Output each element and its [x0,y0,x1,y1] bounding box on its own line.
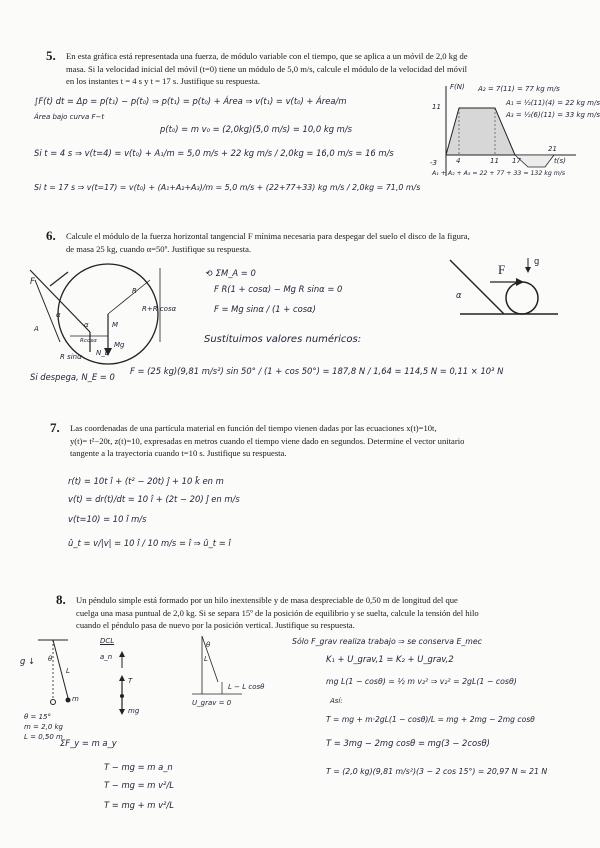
an-arrowhead [119,651,125,657]
p7-velocity-vector: v(t) = dr(t)/dt = 10 î + (2t − 20) ĵ en m/s [68,494,240,504]
p8-energy-equation: K₁ + U_grav,1 = K₂ + U_grav,2 [326,654,454,664]
p6-substitute: Sustituimos valores numéricos: [204,334,362,345]
label-theta: θ [206,641,211,649]
statement-line: tangente a la trayectoria cuando t=10 s. Justifique su respuesta. [70,448,287,459]
graph-x-tick-17: 17 [512,157,521,165]
pendulum-fbd [92,632,272,742]
figure-label-f: F [498,262,506,277]
graph-x-tick-4: 4 [456,157,461,165]
p8-tension-expr: T = mg + m v²/L [104,800,174,810]
fbd-label-a: A [34,325,39,333]
p7-position-vector: r(t) = 10t î + (t² − 20t) ĵ + 10 k̂ en m [68,476,224,486]
fbd-label-ne: N_E [96,349,110,357]
p8-newton-v2: T − mg = m v²/L [104,780,174,790]
p6-moment-sum: ⟲ ΣM_A = 0 [206,268,256,278]
given-m-symbol: m [72,695,79,703]
given-length: L = 0,50 m [24,733,63,741]
problem-6-statement [66,230,586,255]
fbd-label-rcos: Rcosα [80,338,97,344]
statement-line: Calcule el módulo de la fuerza horizontal tangencial F mínima necesaria para despegar del suelo el disco de la figura, [66,231,470,241]
statement-line: cuando el péndulo pasa de nuevo por la posición vertical. Justifique su respuesta. [76,620,355,631]
p5-area-a3: A₃ = ½(6)(11) = 33 kg m/s [506,111,600,119]
statement-line: de masa 25 kg, cuando α=50º. Justifique su respuesta. [66,243,252,254]
p8-asi: Así: [330,697,343,705]
label-mg: mg [128,707,140,715]
p5-initial-momentum: p(t₀) = m v₀ = (2,0kg)(5,0 m/s) = 10,0 kg m/s [160,124,353,134]
p6-lift-condition: Si despega, N_E = 0 [30,372,115,382]
graph-x-tick-11: 11 [490,157,499,165]
graph-x-label: t(s) [554,157,566,165]
label-ugrav-zero: U_grav = 0 [192,699,232,707]
bob-equilibrium [51,700,56,705]
p6-force-formula: F = Mg sinα / (1 + cosα) [214,304,316,314]
bob [66,698,71,703]
p8-tension-simplified: T = 3mg − 2mg cosθ = mg(3 − 2cosθ) [326,738,490,748]
force-arrowhead [516,278,524,286]
incline-line [30,270,90,332]
p8-tension-result: T = (2,0 kg)(9,81 m/s²)(3 − 2 cos 15°) = 20,97 N ≈ 21 N [326,767,548,776]
force-positive-region [446,108,515,155]
dcl-title: DCL [100,637,115,645]
fbd-label-rsin: R sinα [60,353,82,361]
p8-tension-sub: T = mg + m·2gL(1 − cosθ)/L = mg + 2mg − 2mg cosθ [326,715,535,724]
fbd-label-mg: Mg [114,341,125,349]
statement-line: Las coordenadas de una partícula material en función del tiempo vienen dadas por las ecuaciones x(t)=10t, [70,423,437,433]
given-g: g ↓ [20,656,35,666]
force-f-arrow [50,272,68,286]
statement-line: masa. Si la velocidad inicial del móvil (t=0) tiene un módulo de 5,0 m/s, calcule el módulo de la velocidad del móvil [66,63,468,74]
statement-line: En esta gráfica está representada una fuerza, de módulo variable con el tiempo, que se aplica a un móvil de 2,0 kg de [66,51,468,61]
fbd-label-m: M [112,321,119,329]
statement-line: en los instantes t = 4 s y t = 17 s. Justifique su respuesta. [66,76,260,87]
fbd-label-alpha: α [84,321,89,329]
p8-velocity-squared: mg L(1 − cosθ) = ½ m v₂² ⇒ v₂² = 2gL(1 − cosθ) [326,677,517,686]
p5-area-a2: A₂ = 7(11) = 77 kg m/s [478,85,560,93]
p8-newton-an: T − mg = m a_n [104,762,173,772]
fbd-mass [120,694,124,698]
gravity-arrowhead [525,267,531,273]
disc-free-body-diagram [30,262,190,382]
p6-moment-equation: F R(1 + cosα) − Mg R sinα = 0 [214,284,343,294]
p8-energy-conservation: Sólo F_grav realiza trabajo ⇒ se conserva E_mec [292,637,482,646]
p7-velocity-at-10: v(t=10) = 10 î m/s [68,514,147,524]
label-an: a_n [100,653,113,661]
disc-figure [450,256,560,316]
statement-line: cuelga una masa puntual de 2,0 kg. Si se separa 15º de la posición de equilibrio y se suelta, calcule la tensión del hilo [76,607,479,618]
fbd-label-alpha-2: α [56,311,61,319]
p5-velocity-t4: Si t = 4 s ⇒ v(t=4) = v(t₀) + A₁/m = 5,0 m/s + 22 kg m/s / 2,0kg = 16,0 m/s = 16 m/s [34,148,394,158]
problem-8-statement [76,594,586,632]
statement-line: y(t)= t²−20t, z(t)=10, expresadas en metros cuando el tiempo viene dado en segundos. Determine el vector unitario [70,435,465,446]
problem-7-statement [70,422,586,460]
disc [506,282,538,314]
disc-fbd-svg [30,262,190,382]
statement-line: Un péndulo simple está formado por un hilo inextensible y de masa despreciable de 0,50 m de longitud del que [76,595,458,605]
problem-8-number: 8. [56,592,66,607]
p5-area-total: A₁ + A₂ + A₃ = 22 + 77 + 33 = 132 kg m/s [432,170,566,177]
pendulum-sketch [18,640,88,750]
given-mass: m = 2,0 kg [24,723,63,731]
label-height: L − L cosθ [228,683,265,691]
p6-result: F = (25 kg)(9,81 m/s²) sin 50° / (1 + cos 50°) = 187,8 N / 1,64 = 114,5 N = 0,11 × 10³ N [130,366,504,376]
p5-area-a1: A₁ = ½(11)(4) = 22 kg m/s [506,99,600,107]
problem-7-number: 7. [50,420,60,435]
given-theta-symbol: θ [48,655,53,663]
tension-arrowhead [119,675,125,681]
p7-unit-vector: û_t = v/|v| = 10 î / 10 m/s = î ⇒ û_t = î [68,538,231,548]
p5-area-note: Área bajo curva F−t [34,113,105,121]
p5-impulse-equation: ∫F(t) dt = Δp = p(t₁) − p(t₀) ⇒ p(t₁) = p(t₀) + Área ⇒ v(t₁) = v(t₀) + Área/m [34,96,347,106]
graph-y-label: F(N) [450,83,465,91]
fbd-label-f: F [30,276,35,286]
graph-x-tick-21: 21 [548,145,557,153]
problem-6-number: 6. [46,228,56,243]
figure-label-alpha: α [456,290,462,300]
problem-5-number: 5. [46,48,56,63]
label-l: L [204,655,208,663]
p8-newton-sum: ΣF_y = m a_y [60,738,117,748]
figure-label-g: g [534,256,540,266]
label-t: T [128,677,133,685]
graph-y-tick: 11 [432,103,441,111]
given-l-symbol: L [66,667,70,675]
given-theta: θ = 15° [24,713,52,721]
fbd-label-height: R+R cosα [142,305,177,313]
weight-arrowhead-8 [119,709,125,715]
graph-y-low: -3 [430,159,437,167]
fbd-label-r: R [132,287,137,295]
incline [450,260,504,314]
p5-velocity-t17: Si t = 17 s ⇒ v(t=17) = v(t₀) + (A₁+A₂+A₃)/m = 5,0 m/s + (22+77+33) kg m/s / 2,0kg = 71,0 m/s [34,183,421,192]
force-time-graph [428,80,578,180]
